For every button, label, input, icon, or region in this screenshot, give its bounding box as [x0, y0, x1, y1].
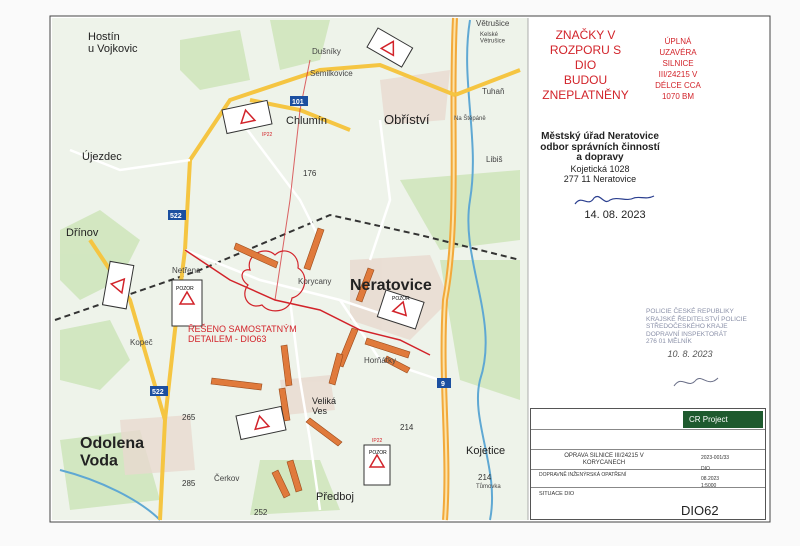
town-na-stepane: Na Štěpáně	[454, 116, 486, 122]
town-netfena: Netřena	[172, 266, 201, 275]
town-vetrusice: Větrušice	[476, 19, 510, 28]
town-tumovka: Tůmovka	[476, 484, 501, 490]
project-stage: DIO	[701, 466, 710, 472]
line-line: Ves	[312, 405, 328, 416]
drawing-scale: 1:5000	[701, 483, 717, 489]
sign-label-pozor-3: POZOR	[392, 296, 410, 302]
project-subtitle: DOPRAVNĚ INŽENÝRSKÁ OPATŘENÍ	[539, 472, 627, 478]
line-line: Větrušice	[480, 38, 506, 45]
town-kojetice: Kojetice	[466, 445, 506, 457]
town-kopec: Kopeč	[130, 338, 153, 347]
altitude-176: 176	[303, 169, 317, 178]
town-cerkov: Čerkov	[214, 474, 240, 483]
title-block	[530, 408, 766, 520]
project-number: 2023-001/33	[701, 455, 730, 461]
altitude-214-a: 214	[400, 423, 414, 432]
police-date: 10. 8. 2023	[667, 349, 713, 359]
town-korycany: Korycany	[298, 277, 332, 286]
drawing-title: SITUACE DIO	[539, 491, 575, 497]
drawing-number: DIO62	[681, 503, 719, 518]
company-logo: CR Project	[683, 411, 763, 428]
authority-line-4: Kojetická 1028	[570, 163, 630, 174]
authority-line-1: Městský úřad Neratovice	[541, 131, 659, 142]
town-chlumin: Chlumín	[286, 115, 327, 127]
title-block-divider-1	[531, 429, 765, 430]
altitude-285: 285	[182, 479, 196, 488]
town-hornatky: Horňátky	[364, 356, 397, 365]
town-odolena-voda: Odolena Voda	[80, 435, 145, 470]
road-522-label-2: 522	[152, 389, 164, 396]
drawing-date: 08.2023	[701, 476, 720, 482]
line-line: Voda	[80, 452, 118, 470]
town-hostin: Hostín u Vojkovic	[88, 31, 138, 56]
authority-stamp	[530, 132, 670, 185]
line-line: DETAILEM - DIO63	[188, 333, 267, 344]
town-libis: Libiš	[486, 155, 503, 164]
town-neratovice: Neratovice	[350, 277, 432, 294]
town-tuhan: Tuhaň	[482, 87, 505, 96]
title-block-divider-4	[531, 487, 765, 488]
road-101-label: 101	[292, 99, 304, 106]
detail-note: ŘEŠENO SAMOSTATNÝM DETAILEM - DIO63	[188, 324, 297, 344]
road-9-label: 9	[441, 381, 445, 388]
invalidated-signs-note: ZNAČKY V ROZPORU S DIO BUDOU ZNEPLATNĚNY	[542, 28, 629, 102]
sign-label-pozor-1: POZOR	[176, 286, 194, 292]
title-block-divider-2	[531, 449, 765, 450]
sign-label-ip22-1: IP22	[372, 438, 383, 444]
town-ujezdec: Újezdec	[82, 151, 122, 163]
sign-label-ip22-2: IP22	[262, 132, 273, 138]
town-velika-ves: Veliká Ves	[312, 396, 337, 416]
authority-line-2: odbor správních činností	[540, 141, 660, 153]
altitude-265: 265	[182, 413, 196, 422]
sign-label-pozor-2: POZOR	[369, 450, 387, 456]
closure-note: ÚPLNÁ UZAVÉRA SILNICE III/24215 V DÉLCE CCA 1070 BM	[655, 37, 701, 101]
town-dusniky: Dušníky	[312, 47, 341, 56]
town-drinov: Dřínov	[66, 227, 99, 239]
authority-line-3: a dopravy	[576, 152, 624, 163]
approval-date: 14. 08. 2023	[584, 209, 646, 221]
line-line: u Vojkovic	[88, 43, 138, 56]
town-obristvi: Obříství	[384, 112, 430, 127]
authority-line-5: 277 11 Neratovice	[563, 174, 637, 184]
title-block-divider-3	[531, 469, 765, 470]
signature-2	[668, 370, 728, 394]
altitude-252: 252	[254, 508, 268, 517]
town-predboj: Předboj	[316, 491, 354, 503]
road-522-label-1: 522	[170, 213, 182, 220]
police-stamp: POLICIE ČESKÉ REPUBLIKY KRAJSKÉ ŘEDITELSTVÍ POLICIE STŘEDOČESKÉHO KRAJE DOPRAVNÍ INSPEKTORÁT 276 01 MĚLNÍK	[646, 308, 747, 345]
town-semilkovice: Semilkovice	[310, 69, 353, 78]
project-title: OPRAVA SILNICE III/24215 V KORYCANECH	[564, 453, 644, 466]
altitude-214-b: 214	[478, 473, 492, 482]
town-kelske: Kelské Větrušice	[480, 32, 506, 45]
